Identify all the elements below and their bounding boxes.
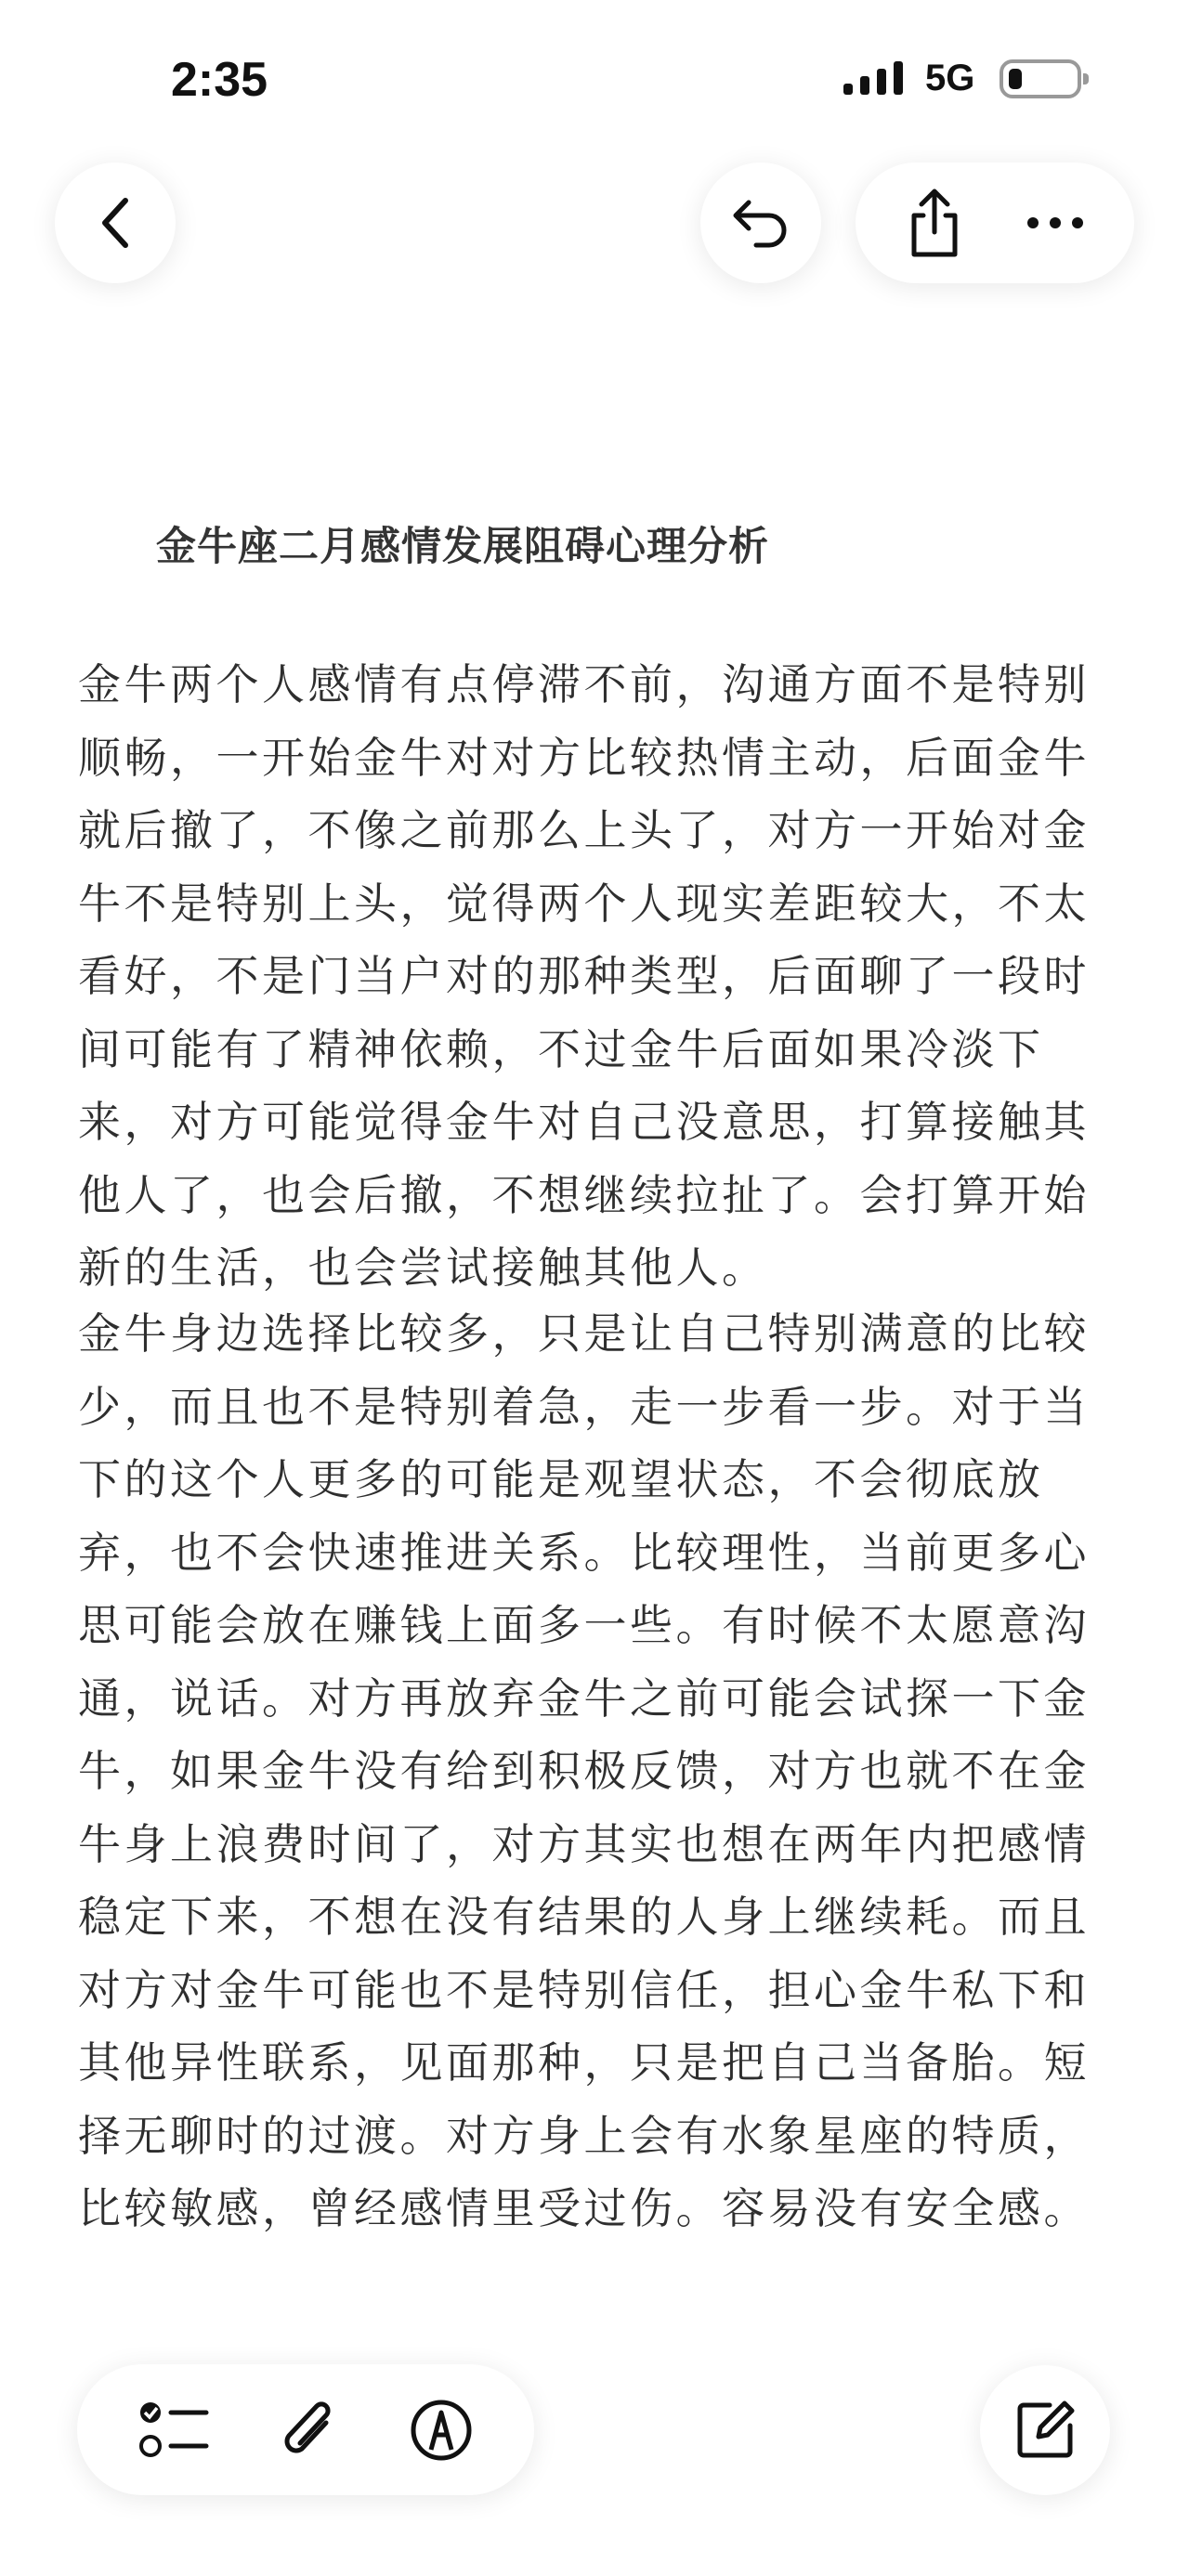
checklist-icon [137, 2398, 212, 2463]
text-line: 间可能有了精神依赖，不过金牛后面如果冷淡下 [78, 1023, 1044, 1074]
text-line: 稳定下来，不想在没有结果的人身上继续耗。而且 [78, 1892, 1090, 1942]
text-line: 牛不是特别上头，觉得两个人现实差距较大，不太 [78, 878, 1090, 929]
undo-button[interactable] [700, 163, 821, 283]
text-line: 新的生活，也会尝试接触其他人。 [78, 1242, 768, 1293]
text-line: 比较敏感，曾经感情里受过伤。容易没有安全感。 [78, 2183, 1090, 2233]
text-line: 牛身上浪费时间了，对方其实也想在两年内把感情 [78, 1818, 1090, 1869]
attach-button[interactable] [278, 2395, 343, 2465]
back-icon [92, 195, 138, 251]
bottom-toolbar [77, 2364, 534, 2495]
text-line: 牛，如果金牛没有给到积极反馈，对方也就不在金 [78, 1746, 1090, 1796]
text-line: 通，说话。对方再放弃金牛之前可能会试探一下金 [78, 1672, 1090, 1724]
note-paragraph-2[interactable] [78, 1297, 1118, 2245]
network-label: 5G [925, 58, 975, 98]
text-line: 金牛身边选择比较多，只是让自己特别满意的比较 [78, 1308, 1090, 1359]
text-line: 顺畅，一开始金牛对对方比较热情主动，后面金牛 [78, 732, 1090, 783]
text-line: 思可能会放在赚钱上面多一些。有时候不太愿意沟 [78, 1600, 1090, 1650]
back-button[interactable] [55, 163, 176, 283]
actions-pill [856, 163, 1134, 283]
battery-icon [1000, 59, 1081, 98]
more-button[interactable] [1026, 215, 1085, 230]
compose-icon [1013, 2398, 1078, 2463]
text-line: 下的这个人更多的可能是观望状态，不会彻底放 [78, 1454, 1044, 1504]
status-time: 2:35 [171, 53, 268, 107]
note-paragraph-1[interactable] [78, 648, 1118, 1305]
text-line: 就后撤了，不像之前那么上头了，对方一开始对金 [78, 805, 1090, 855]
text-line: 来，对方可能觉得金牛对自己没意思，打算接触其 [78, 1097, 1090, 1147]
text-line: 金牛两个人感情有点停滞不前，沟通方面不是特别 [78, 659, 1090, 709]
text-line: 对方对金牛可能也不是特别信任，担心金牛私下和 [78, 1964, 1090, 2015]
text-line: 弃，也不会快速推进关系。比较理性，当前更多心 [78, 1527, 1090, 1578]
note-title: 金牛座二月感情发展阻碍心理分析 [156, 524, 769, 570]
paperclip-icon [278, 2395, 343, 2465]
checklist-button[interactable] [137, 2398, 212, 2463]
text-line: 择无聊时的过渡。对方身上会有水象星座的特质， [78, 2110, 1090, 2161]
compose-button[interactable] [980, 2365, 1110, 2495]
share-button[interactable] [905, 188, 964, 258]
markup-button[interactable] [409, 2398, 474, 2463]
text-line: 他人了，也会后撤，不想继续拉扯了。会打算开始 [78, 1169, 1090, 1220]
share-icon [905, 188, 964, 258]
undo-icon [728, 195, 793, 251]
more-icon [1026, 215, 1085, 230]
text-line: 少，而且也不是特别着急，走一步看一步。对于当 [78, 1381, 1090, 1432]
signal-icon [843, 61, 905, 98]
text-line: 看好，不是门当户对的那种类型，后面聊了一段时 [78, 951, 1090, 1001]
pen-icon [409, 2398, 474, 2463]
text-line: 其他异性联系，见面那种，只是把自己当备胎。短 [78, 2037, 1090, 2088]
